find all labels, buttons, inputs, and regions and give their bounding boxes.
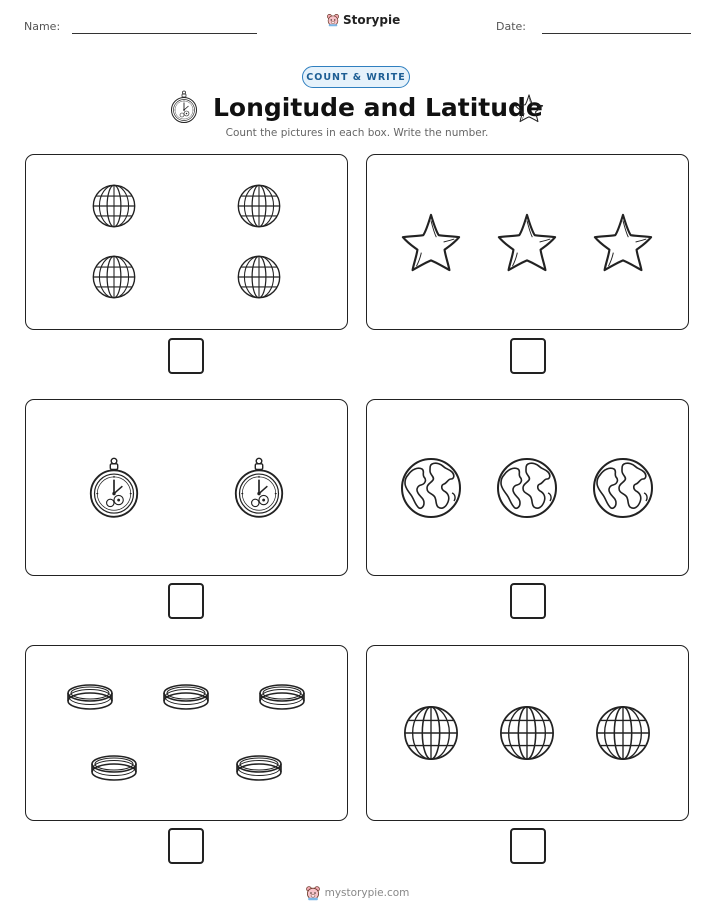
ring-icon (258, 683, 306, 711)
answer-box-2[interactable] (510, 338, 546, 374)
storypie-logo (326, 12, 400, 28)
ring-icon (162, 683, 210, 711)
starfish-icon (495, 211, 559, 273)
bear-mascot-icon (305, 884, 321, 902)
answer-box-5[interactable] (168, 828, 204, 864)
starfish-icon (591, 211, 655, 273)
instructions: Count the pictures in each box. Write the number. (225, 127, 489, 139)
count-box-5 (25, 645, 348, 821)
globe-grid-icon (402, 704, 460, 762)
globe-grid-icon (236, 183, 282, 229)
logo-text: Storypie (343, 13, 401, 27)
name-line[interactable] (72, 33, 257, 34)
ring-icon (90, 754, 138, 782)
globe-grid-icon (91, 254, 137, 300)
pocket-watch-icon (233, 456, 285, 520)
answer-box-1[interactable] (168, 338, 204, 374)
page-title: Longitude and Latitude (213, 93, 543, 122)
ring-icon (66, 683, 114, 711)
bear-mascot-icon (326, 12, 340, 28)
answer-box-4[interactable] (510, 583, 546, 619)
date-label: Date: (496, 20, 526, 33)
earth-globe-icon (592, 457, 654, 519)
name-label: Name: (24, 20, 61, 33)
earth-globe-icon (496, 457, 558, 519)
count-box-3 (25, 399, 348, 576)
pocket-watch-icon (170, 90, 198, 124)
answer-box-3[interactable] (168, 583, 204, 619)
globe-grid-icon (594, 704, 652, 762)
footer (0, 884, 714, 902)
count-box-1 (25, 154, 348, 330)
earth-globe-icon (400, 457, 462, 519)
date-line[interactable] (542, 33, 691, 34)
ring-icon (235, 754, 283, 782)
count-write-badge: COUNT & WRITE (302, 66, 410, 88)
globe-grid-icon (91, 183, 137, 229)
answer-box-6[interactable] (510, 828, 546, 864)
globe-grid-icon (236, 254, 282, 300)
starfish-icon (514, 93, 544, 123)
globe-grid-icon (498, 704, 556, 762)
footer-url[interactable]: mystorypie.com (324, 887, 410, 899)
pocket-watch-icon (88, 456, 140, 520)
title-row (0, 90, 714, 126)
starfish-icon (399, 211, 463, 273)
